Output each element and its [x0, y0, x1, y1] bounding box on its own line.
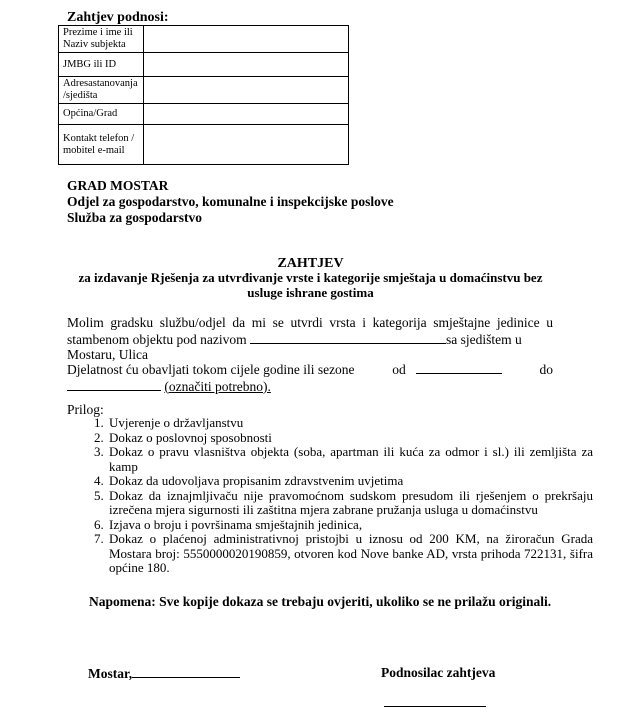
- mark-required-note: (označiti potrebno).: [164, 378, 271, 394]
- period-text: Djelatnost ću obavljati tokom cijele godine ili sezone: [67, 362, 355, 377]
- period-line-1: [67, 361, 553, 378]
- attachments-heading: Prilog:: [67, 402, 104, 417]
- applicant-signature-label: Podnosilac zahtjeva: [381, 665, 496, 680]
- organization-department: Odjel za gospodarstvo, komunalne i inspekcijske poslove: [67, 194, 394, 209]
- organization-city: GRAD MOSTAR: [67, 178, 169, 193]
- period-od: [392, 361, 502, 378]
- list-item: 4. Dokaz da udovoljava propisanim zdravstvenim uvjetima: [107, 474, 593, 489]
- request-text: Molim gradsku službu/odjel da mi se utvrdi vrsta i kategorija smještajne jedinice u stambenom objektu pod nazivom: [67, 315, 553, 347]
- table-row: [59, 53, 349, 77]
- field-jmbg[interactable]: [144, 53, 349, 77]
- request-paragraph: [67, 315, 553, 347]
- note-text: Napomena: Sve kopije dokaza se trebaju ovjeriti, ukoliko se ne prilažu originali.: [89, 594, 552, 609]
- subtitle-line-1: za izdavanje Rješenja za utvrđivanje vrste i kategorije smještaja u domaćinstvu bez: [78, 270, 543, 285]
- document-title: ZAHTJEV: [277, 256, 344, 271]
- list-item: 1. Uvjerenje o državljanstvu: [107, 416, 593, 431]
- field-address[interactable]: [144, 77, 349, 104]
- table-row: [59, 26, 349, 53]
- label-jmbg: JMBG ili ID: [59, 53, 144, 77]
- seat-text: sa sjedištem u: [445, 331, 522, 347]
- od-label: od: [392, 362, 406, 377]
- applicant-table: [58, 25, 349, 165]
- label-municipality: Općina/Grad: [59, 104, 144, 125]
- label-name: Prezime i ime ili Naziv subjekta: [59, 26, 144, 53]
- signature-place: [88, 665, 240, 682]
- list-item: 5. Dokaz da iznajmljivaču nije pravomoćnom sudskom presudom ili rješenjem o prekršaju izrečena mjera sigurnosti ili zaštitna mjera zabrane pružanja usluga u domaćinstvu: [107, 489, 593, 518]
- list-item: 7. Dokaz o plaćenoj administrativnoj pristojbi u iznosu od 200 KM, na žiroračun Grada Mostara broj: 5550000020190859, otvoren kod Nove banke AD, vrsta prihoda 722131, šifra općine 180.: [107, 532, 593, 576]
- to-date-blank[interactable]: [67, 378, 161, 391]
- place-label: Mostar,: [88, 666, 133, 681]
- list-item: 3. Dokaz o pravu vlasništva objekta (soba, apartman ili kuća za odmor i sl.) ili zemljišta za kamp: [107, 445, 593, 474]
- signature-line[interactable]: [384, 706, 486, 707]
- table-row: [59, 104, 349, 125]
- object-name-blank[interactable]: [250, 331, 446, 344]
- label-address: Adresastanovanja /sjedišta: [59, 77, 144, 104]
- applicant-heading: Zahtjev podnosi:: [67, 10, 169, 25]
- address-text: Mostaru, Ulica: [67, 347, 148, 362]
- field-municipality[interactable]: [144, 104, 349, 125]
- subtitle-line-2: usluge ishrane gostima: [247, 285, 374, 300]
- table-row: [59, 77, 349, 104]
- document-subtitle: [0, 270, 621, 300]
- period-line-2: [67, 378, 553, 395]
- period-paragraph: [67, 361, 553, 394]
- attachments-list: [67, 416, 593, 576]
- organization-block: [67, 178, 394, 226]
- field-name[interactable]: [144, 26, 349, 53]
- list-item: 2. Dokaz o poslovnoj sposobnosti: [107, 431, 593, 446]
- field-contact[interactable]: [144, 125, 349, 165]
- label-contact: Kontakt telefon / mobitel e-mail: [59, 125, 144, 165]
- period-do: do: [539, 362, 553, 377]
- from-date-blank[interactable]: [416, 361, 502, 374]
- table-row: [59, 125, 349, 165]
- list-item: 6. Izjava o broju i površinama smještajnih jedinica,: [107, 518, 593, 533]
- organization-service: Služba za gospodarstvo: [67, 210, 203, 225]
- date-blank[interactable]: [132, 665, 240, 678]
